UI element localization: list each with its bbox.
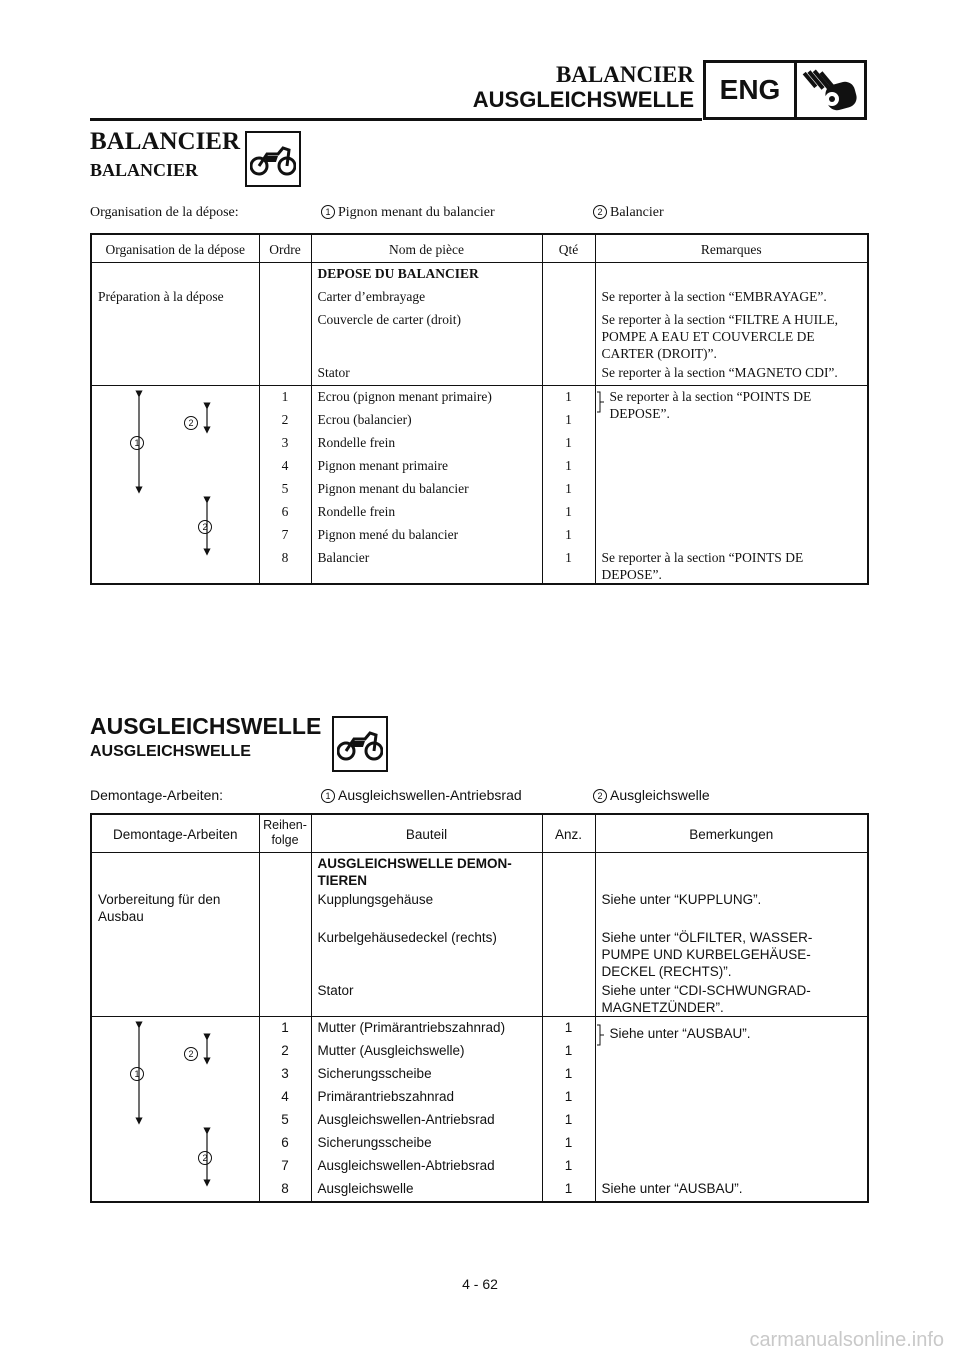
crankshaft-icon bbox=[797, 63, 864, 117]
table-cell: Siehe unter “ÖLFILTER, WASSER-PUMPE UND KURBELGEHÄUSE-DECKEL (RECHTS)”. bbox=[601, 929, 813, 979]
table-cell: DEPOSE DU BALANCIER bbox=[311, 262, 542, 286]
table-cell: AUSGLEICHSWELLE DEMON-TIEREN bbox=[311, 852, 542, 889]
table-cell: Stator bbox=[311, 980, 542, 1017]
col-header: Anz. bbox=[542, 814, 595, 852]
col-header: Reihen-folge bbox=[259, 814, 311, 852]
col-header: Nom de pièce bbox=[311, 234, 542, 262]
table-cell: Carter d’embrayage bbox=[311, 286, 542, 309]
table-cell: Kupplungsgehäuse bbox=[311, 889, 542, 927]
section-subheading-fr: BALANCIER bbox=[90, 160, 199, 180]
table-cell: Kurbelgehäusedeckel (rechts) bbox=[311, 927, 542, 980]
lang-badge: ENG bbox=[706, 63, 797, 117]
table-cell: Siehe unter “KUPPLUNG”. bbox=[601, 891, 762, 907]
table-cell: Se reporter à la section “EMBRAYAGE”. bbox=[601, 288, 827, 304]
col-header: Demontage-Arbeiten bbox=[91, 814, 259, 852]
col-header: Organisation de la dépose bbox=[91, 234, 259, 262]
col-header: Ordre bbox=[259, 234, 311, 262]
section-heading-de: AUSGLEICHSWELLE bbox=[90, 713, 322, 739]
page-number: 4 - 62 bbox=[462, 1276, 498, 1292]
caption-item-de-2: 2 Ausgleichswelle bbox=[593, 787, 710, 803]
section-badge bbox=[703, 60, 867, 120]
table-cell: Se reporter à la section “FILTRE A HUILE, POMPE A EAU ET COUVERCLE DE CARTER (DROIT)”. bbox=[601, 311, 838, 361]
section-heading-fr: BALANCIER bbox=[90, 128, 241, 155]
table-cell: Se reporter à la section “MAGNETO CDI”. bbox=[601, 364, 838, 380]
caption-item-fr-2: 2 Balancier bbox=[593, 205, 664, 221]
caption-label-de: Demontage-Arbeiten: bbox=[90, 787, 224, 803]
header-title-fr: BALANCIER bbox=[555, 62, 694, 87]
table-cell: Vorbereitung für den Ausbau bbox=[91, 889, 259, 927]
table-cell: Préparation à la dépose bbox=[91, 286, 259, 309]
col-header: Bemerkungen bbox=[595, 814, 868, 852]
col-header: Qté bbox=[542, 234, 595, 262]
order-markers: 1 2 2 bbox=[91, 1016, 259, 1202]
motorcycle-icon bbox=[332, 716, 388, 772]
parts-table-de: Demontage-Arbeiten Reihen-folge Bauteil Anz. Bemerkungen AUSGLEICHSWELLE DEMON-TIEREN Vorbereitung für den Ausbau Kupplungsgehäuse Siehe unter “KUPPLUNG”. Kurbelgehäusedeckel (rechts) Siehe unter “ÖLFILTER, WASSER-PUMPE UND KURBELGEHÄUSE-DECKEL (RECHTS)”. Stator Siehe unter “CDI-SCHWUNGRAD-MAGNETZÜNDER”. 1 2 2 1 Mutter (Primärantriebszahnrad) 1 Siehe unter “AUSBAU”. 2 Mutter (Ausgleichswelle) 1 3 Sicherungsscheibe 1 4 Primärantriebszahnrad 1 5 Ausgleichswellen-Antriebsrad 1 6 Sicherungsscheibe 1 7 Ausgleichswellen-Abtriebsrad 1 8 Ausgleichswelle 1 Siehe unter “AUSBAU”. bbox=[90, 813, 869, 1203]
table-cell: Stator bbox=[311, 362, 542, 386]
parts-table-fr: Organisation de la dépose Ordre Nom de pièce Qté Remarques DEPOSE DU BALANCIER Préparation à la dépose Carter d’embrayage Se reporter à la section “EMBRAYAGE”. Couvercle de carter (droit) Se reporter à la section “FILTRE A HUILE, POMPE A EAU ET COUVERCLE DE CARTER (DROIT)”. Stator Se reporter à la section “MAGNETO CDI”. 1 2 2 1 Ecrou (pignon menant primaire) 1 Se reporter à la section “POINTS DE DEPOSE”. 2 Ecrou (balancier) 1 3 Rondelle frein 1 4 Pignon menant primaire 1 5 Pignon menant du balancier 1 6 Rondelle frein 1 7 Pignon mené du balancier 1 8 Balancier 1 Se reporter à la section “POINTS DE DEPOSE”. bbox=[90, 233, 869, 585]
grouped-remark: Se reporter à la section “POINTS DE DEPOSE”. bbox=[595, 385, 868, 547]
col-header: Remarques bbox=[595, 234, 868, 262]
section-subheading-de: AUSGLEICHSWELLE bbox=[90, 743, 251, 760]
motorcycle-icon bbox=[245, 131, 301, 187]
header-title-de: AUSGLEICHSWELLE bbox=[472, 87, 694, 112]
order-markers: 1 2 2 bbox=[91, 385, 259, 584]
grouped-remark: Siehe unter “AUSBAU”. bbox=[595, 1016, 868, 1178]
header-rule bbox=[90, 118, 702, 121]
table-cell: Couvercle de carter (droit) bbox=[311, 309, 542, 362]
caption-label-fr: Organisation de la dépose: bbox=[90, 205, 239, 220]
watermark: carmanualsonline.info bbox=[749, 1329, 944, 1351]
table-cell: Siehe unter “CDI-SCHWUNGRAD-MAGNETZÜNDER”. bbox=[601, 982, 811, 1015]
caption-item-fr-1: 1 Pignon menant du balancier bbox=[321, 205, 495, 221]
caption-item-de-1: 1 Ausgleichswellen-Antriebsrad bbox=[321, 787, 522, 803]
col-header: Bauteil bbox=[311, 814, 542, 852]
